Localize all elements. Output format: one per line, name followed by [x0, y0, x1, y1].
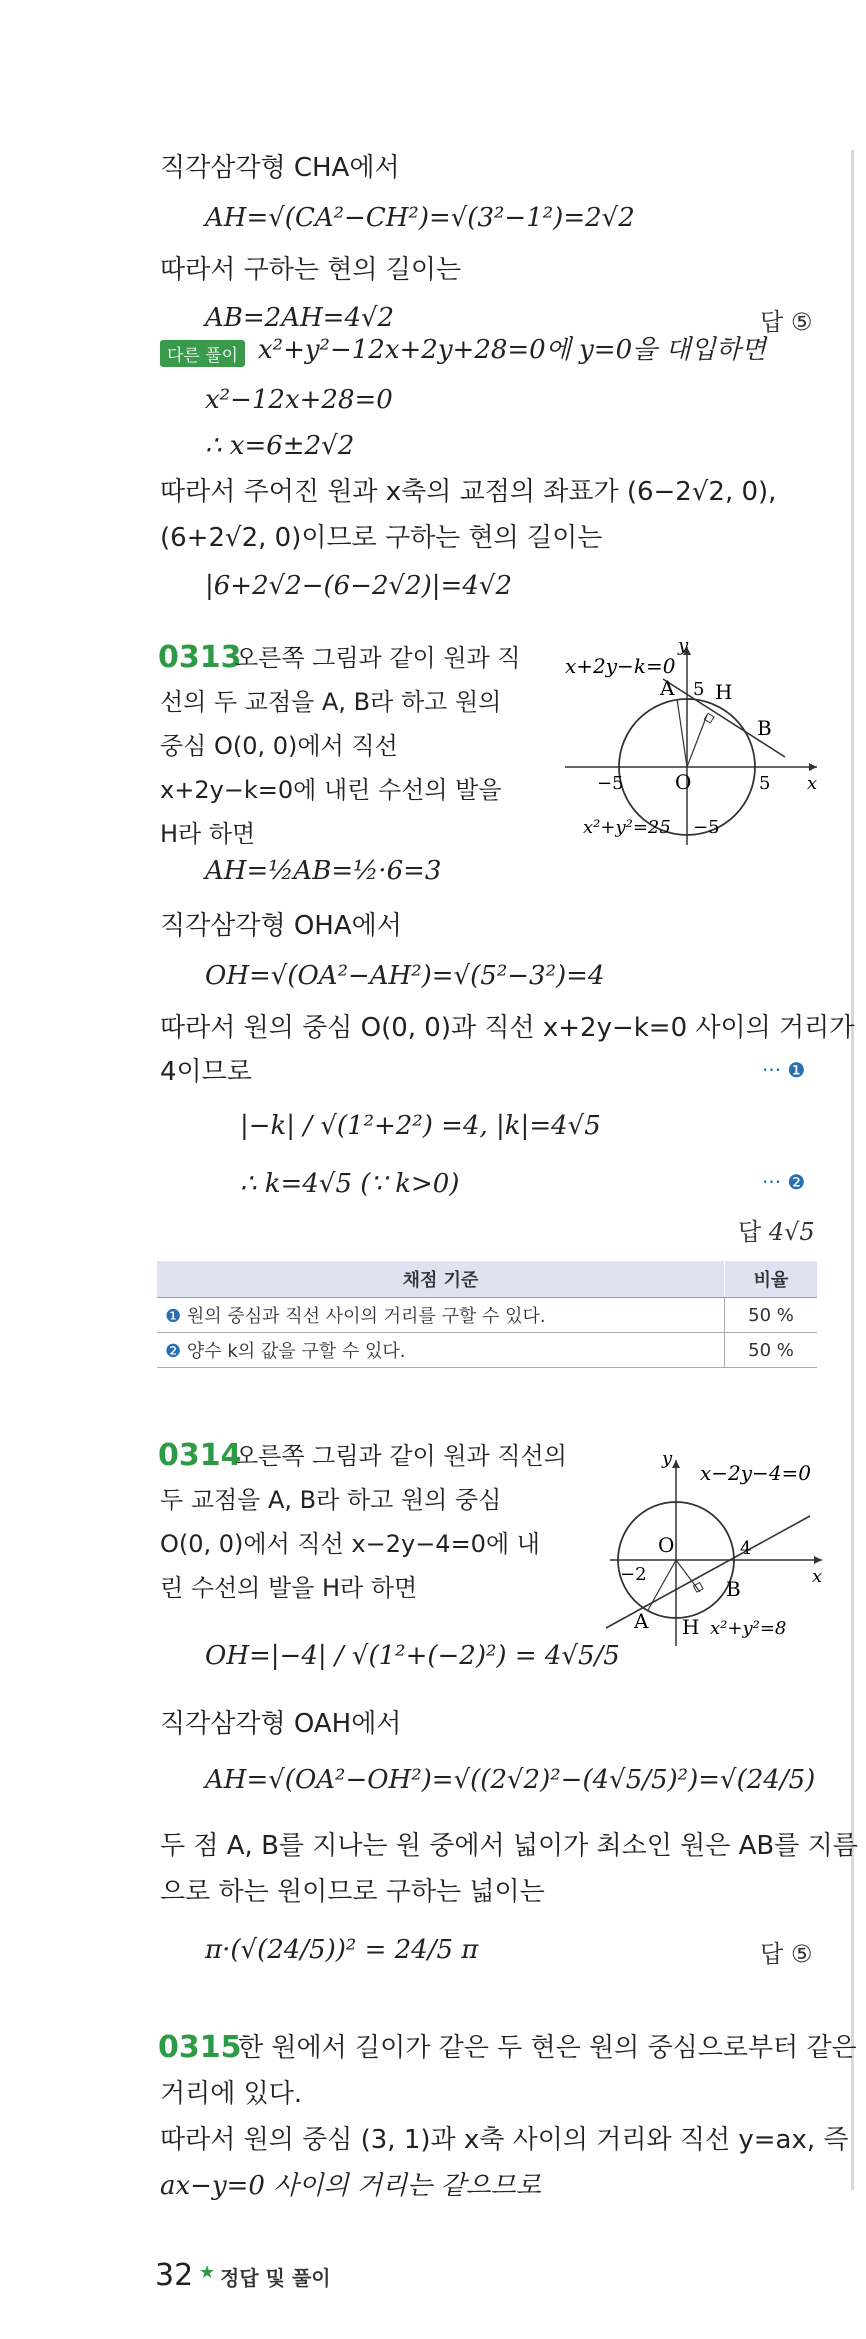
point-A: A — [634, 1609, 649, 1633]
right-angle-mark — [693, 1583, 702, 1592]
text-line: ax−y=0 사이의 거리는 같으므로 — [160, 2171, 541, 2201]
equation: |6+2√2−(6−2√2)|=4√2 — [205, 571, 512, 601]
label-minus5-left: −5 — [597, 773, 624, 794]
equation: OH=√(OA²−AH²)=√(5²−3²)=4 — [205, 961, 605, 991]
criteria-row-text: 원의 중심과 직선 사이의 거리를 구할 수 있다. — [186, 1306, 546, 1327]
answer-value: ⑤ — [790, 308, 813, 336]
problem-number: 0314 — [158, 1438, 242, 1473]
label-5-right: 5 — [759, 773, 771, 794]
table-row — [157, 1298, 817, 1333]
point-O: O — [675, 770, 692, 794]
y-label: y — [678, 635, 689, 656]
answer-icon: 답 — [738, 1218, 762, 1246]
equation: AH=√(CA²−CH²)=√(3²−1²)=2√2 — [205, 203, 635, 233]
text-line: 따라서 원의 중심 (3, 1)과 x축 사이의 거리와 직선 y=ax, 즉 — [160, 2125, 849, 2155]
step-marker-1: ··· ❶ — [762, 1058, 806, 1082]
x-axis-arrow — [809, 763, 817, 771]
point-O: O — [658, 1533, 675, 1557]
criteria-header: 채점 기준 — [157, 1261, 725, 1298]
criteria-text: ❷ 양수 k의 값을 구할 수 있다. — [157, 1333, 725, 1368]
text-line: H라 하면 — [160, 820, 256, 848]
equation: x²−12x+28=0 — [205, 385, 393, 415]
answer-mark — [738, 1212, 815, 1247]
answer-icon: 답 — [760, 308, 784, 336]
table-row — [157, 1333, 817, 1368]
footer-label: 정답 및 풀이 — [220, 2266, 331, 2290]
x-label: x — [807, 773, 818, 794]
figure-0314 — [600, 1450, 828, 1650]
line-label: x+2y−k=0 — [565, 654, 676, 678]
criteria-row-text: 양수 k의 값을 구할 수 있다. — [186, 1341, 406, 1362]
point-H: H — [715, 680, 733, 704]
criteria-pct: 50 % — [725, 1298, 818, 1333]
text-line: 따라서 원의 중심 O(0, 0)과 직선 x+2y−k=0 사이의 거리가 — [160, 1013, 855, 1043]
point-H: H — [682, 1615, 700, 1639]
text-line: (6+2√2, 0)이므로 구하는 현의 길이는 — [160, 523, 603, 553]
answer-mark — [760, 302, 812, 337]
segment-OH — [687, 715, 707, 767]
text-line: 한 원에서 길이가 같은 두 현은 원의 중심으로부터 같은 — [238, 2033, 857, 2063]
alt-solution-badge: 다른 풀이 — [160, 340, 245, 367]
y-axis-arrow — [672, 1460, 680, 1468]
text-line: 따라서 구하는 현의 길이는 — [160, 255, 462, 285]
text-line: 두 점 A, B를 지나는 원 중에서 넓이가 최소인 원은 AB를 지름 — [160, 1831, 858, 1861]
label-minus5-bottom: −5 — [693, 817, 720, 838]
equation: AH=√(OA²−OH²)=√((2√2)²−(4√5/5)²)=√(24/5) — [205, 1765, 816, 1795]
point-B: B — [757, 716, 772, 740]
text-line: 직각삼각형 CHA에서 — [160, 153, 400, 183]
label-5-top: 5 — [693, 679, 705, 700]
step-marker-2: ··· ❷ — [762, 1170, 806, 1194]
equation: ∴ x=6±2√2 — [205, 431, 355, 461]
text-line: 4이므로 — [160, 1057, 252, 1087]
answer-value: 4√5 — [768, 1218, 815, 1246]
problem-number: 0313 — [158, 640, 242, 675]
equation: |−k| / √(1²+2²) =4, |k|=4√5 — [240, 1111, 601, 1141]
equation: OH=|−4| / √(1²+(−2)²) = 4√5/5 — [205, 1641, 620, 1671]
radius-OA — [648, 1560, 676, 1610]
equation: π·(√(24/5))² = 24/5 π — [205, 1935, 479, 1965]
x-axis-arrow — [814, 1556, 822, 1564]
text-line: x+2y−k=0에 내린 수선의 발을 — [160, 776, 502, 804]
figure-0313 — [555, 635, 825, 850]
circle-label: x²+y²=25 — [583, 817, 671, 838]
text-line: 중심 O(0, 0)에서 직선 — [160, 732, 398, 760]
answer-mark — [760, 1934, 812, 1969]
x-label: x — [812, 1566, 823, 1587]
equation: AH=½AB=½·6=3 — [205, 856, 442, 886]
answer-icon: 답 — [760, 1940, 784, 1968]
star-icon: ★ — [199, 2262, 216, 2283]
page-number: 32 — [155, 2258, 194, 2293]
margin-rule — [851, 150, 854, 2190]
equation: x²+y²−12x+2y+28=0에 y=0을 대입하면 — [258, 335, 766, 365]
problem-number: 0315 — [158, 2030, 242, 2065]
text-line: 선의 두 교점을 A, B라 하고 원의 — [160, 688, 502, 716]
point-A: A — [660, 676, 675, 700]
answer-value: ⑤ — [790, 1940, 813, 1968]
radius-OA — [677, 699, 687, 767]
line-label: x−2y−4=0 — [700, 1461, 812, 1485]
text-line: 으로 하는 원이므로 구하는 넓이는 — [160, 1877, 545, 1907]
text-line: O(0, 0)에서 직선 x−2y−4=0에 내 — [160, 1530, 540, 1558]
text-line: 오른쪽 그림과 같이 원과 직 — [235, 644, 521, 672]
criteria-pct: 50 % — [725, 1333, 818, 1368]
label-minus2: −2 — [620, 1564, 647, 1585]
grading-criteria-table — [157, 1261, 817, 1368]
text-line: 직각삼각형 OHA에서 — [160, 911, 402, 941]
text-line: 두 교점을 A, B라 하고 원의 중심 — [160, 1486, 502, 1514]
ratio-header: 비율 — [725, 1261, 818, 1298]
equation: AB=2AH=4√2 — [205, 303, 395, 333]
text-line: 거리에 있다. — [160, 2079, 303, 2109]
text-line: 직각삼각형 OAH에서 — [160, 1709, 402, 1739]
criteria-text: ❶ 원의 중심과 직선 사이의 거리를 구할 수 있다. — [157, 1298, 725, 1333]
text-line: 따라서 주어진 원과 x축의 교점의 좌표가 (6−2√2, 0), — [160, 477, 777, 507]
text-line: 오른쪽 그림과 같이 원과 직선의 — [235, 1442, 567, 1470]
y-label: y — [662, 1450, 673, 1469]
circle-label: x²+y²=8 — [710, 1618, 787, 1639]
equation: ∴ k=4√5 (∵ k>0) — [240, 1169, 460, 1199]
text-line: 린 수선의 발을 H라 하면 — [160, 1574, 418, 1602]
label-4: 4 — [740, 1538, 752, 1559]
point-B: B — [726, 1577, 741, 1601]
